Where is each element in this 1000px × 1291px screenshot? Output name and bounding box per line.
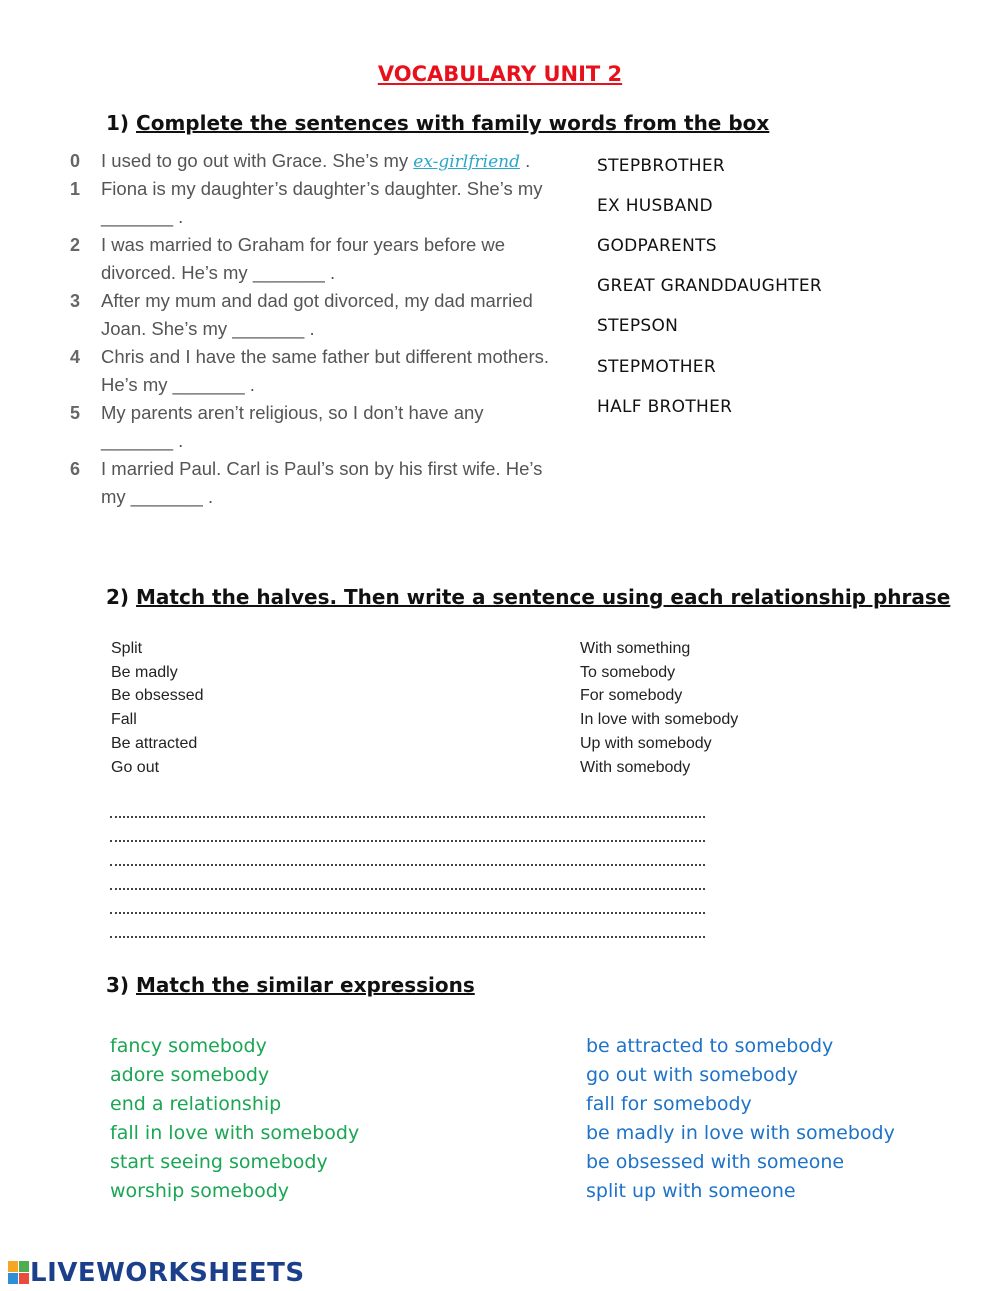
sentence-number: 4: [70, 347, 81, 367]
expression-left[interactable]: worship somebody: [110, 1180, 290, 1202]
liveworksheets-logo-icon: [8, 1261, 30, 1285]
writing-line[interactable]: [110, 936, 705, 938]
right-half: For somebody: [580, 687, 683, 704]
right-half: To somebody: [580, 664, 676, 681]
sentence-number: 6: [70, 459, 81, 479]
sentence-0: [101, 147, 530, 176]
page-title: VOCABULARY UNIT 2: [377, 62, 623, 86]
answer-blank[interactable]: divorced. He’s my _______ .: [101, 262, 336, 283]
sentence-text: Chris and I have the same father but different mothers.: [101, 346, 550, 367]
sentence-number: 1: [70, 179, 81, 199]
expression-right[interactable]: be madly in love with somebody: [586, 1122, 895, 1144]
writing-line[interactable]: [110, 888, 705, 890]
sentence-number: 3: [70, 291, 81, 311]
sentence-number: 2: [70, 235, 81, 255]
expression-right[interactable]: be attracted to somebody: [586, 1035, 834, 1057]
expression-left[interactable]: fancy somebody: [110, 1035, 267, 1057]
answer-blank[interactable]: Joan. She’s my _______ .: [101, 318, 315, 339]
answer-blank[interactable]: _______ .: [101, 206, 184, 227]
expression-right[interactable]: be obsessed with someone: [586, 1151, 845, 1173]
sentence-4: [101, 343, 549, 399]
expression-left[interactable]: fall in love with somebody: [110, 1122, 360, 1144]
right-half: With somebody: [580, 759, 691, 776]
left-half: Fall: [111, 711, 137, 728]
expression-right[interactable]: split up with someone: [586, 1180, 796, 1202]
expression-left[interactable]: adore somebody: [110, 1064, 270, 1086]
sentence-text: I married Paul. Carl is Paul’s son by his first wife. He’s: [101, 458, 543, 479]
expression-left[interactable]: end a relationship: [110, 1093, 282, 1115]
answer-blank[interactable]: He’s my _______ .: [101, 374, 255, 395]
sentence-5: [101, 399, 484, 455]
exercise-1-heading: [106, 111, 769, 135]
sentence-text: Fiona is my daughter’s daughter’s daughter. She’s my: [101, 178, 543, 199]
sentence-text: My parents aren’t religious, so I don’t have any: [101, 402, 484, 423]
writing-line[interactable]: [110, 864, 705, 866]
sentence-text: I was married to Graham for four years before we: [101, 234, 506, 255]
left-half: Be madly: [111, 664, 178, 681]
exercise-3-heading: [106, 973, 475, 997]
answer-blank[interactable]: _______ .: [101, 430, 184, 451]
writing-line[interactable]: [110, 912, 705, 914]
word-box-item: STEPMOTHER: [597, 357, 716, 377]
answer-blank[interactable]: my _______ .: [101, 486, 214, 507]
expression-right[interactable]: fall for somebody: [586, 1093, 752, 1115]
right-half: Up with somebody: [580, 735, 712, 752]
writing-line[interactable]: [110, 816, 705, 818]
sentence-number: 5: [70, 403, 81, 423]
word-box-item: HALF BROTHER: [597, 397, 733, 417]
word-box-item: GREAT GRANDDAUGHTER: [597, 276, 823, 296]
exercise-2-heading: [106, 585, 950, 609]
expression-left[interactable]: start seeing somebody: [110, 1151, 328, 1173]
right-half: In love with somebody: [580, 711, 739, 728]
exercise-number: 2): [106, 585, 130, 609]
exercise-instruction: Match the halves. Then write a sentence using each relationship phrase: [136, 585, 951, 609]
liveworksheets-logo-text: LIVEWORKSHEETS: [30, 1258, 305, 1288]
word-box-item: STEPSON: [597, 316, 679, 336]
exercise-instruction: Match the similar expressions: [136, 973, 475, 997]
right-half: With something: [580, 640, 691, 657]
word-box-item: EX HUSBAND: [597, 196, 713, 216]
sentence-3: [101, 287, 533, 343]
left-half: Go out: [111, 759, 160, 776]
word-box-item: STEPBROTHER: [597, 156, 726, 176]
exercise-instruction: Complete the sentences with family words from the box: [136, 111, 770, 135]
writing-line[interactable]: [110, 840, 705, 842]
sentence-number: 0: [70, 151, 81, 171]
sentence-1: [101, 175, 543, 231]
sentence-6: [101, 455, 542, 511]
sentence-2: [101, 231, 505, 287]
exercise-number: 3): [106, 973, 130, 997]
word-box-item: GODPARENTS: [597, 236, 717, 256]
answer-field[interactable]: ex-girlfriend: [413, 152, 520, 172]
exercise-number: 1): [106, 111, 130, 135]
left-half: Be attracted: [111, 735, 198, 752]
sentence-text: .: [520, 150, 531, 171]
left-half: Split: [111, 640, 143, 657]
sentence-text: I used to go out with Grace. She’s my: [101, 150, 414, 171]
sentence-text: After my mum and dad got divorced, my dad married: [101, 290, 533, 311]
expression-right[interactable]: go out with somebody: [586, 1064, 798, 1086]
left-half: Be obsessed: [111, 687, 204, 704]
